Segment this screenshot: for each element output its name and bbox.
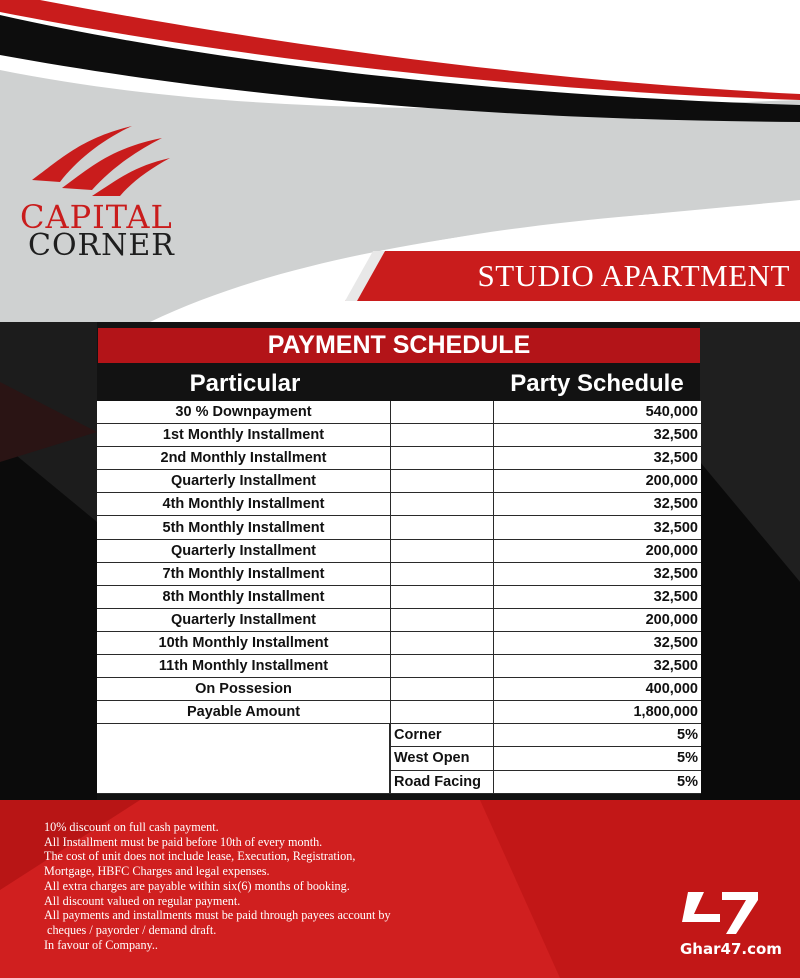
extra-label-cell: Road Facing (391, 771, 494, 793)
amount-cell: 32,500 (653, 450, 698, 467)
empty-cell (391, 516, 494, 538)
table-row (97, 632, 701, 655)
particular-cell: 5th Monthly Installment (97, 516, 391, 538)
terms-notes (44, 820, 464, 952)
payment-schedule-table (97, 401, 701, 794)
particular-cell: 7th Monthly Installment (97, 563, 391, 585)
empty-cell (391, 540, 494, 562)
ghar47-logo (680, 888, 790, 968)
particular-cell: Payable Amount (97, 701, 391, 723)
empty-cell (391, 701, 494, 723)
particular-cell: Quarterly Installment (97, 540, 391, 562)
particular-cell: 30 % Downpayment (97, 401, 391, 423)
brand-name-line2: CORNER (28, 228, 175, 263)
empty-cell (391, 563, 494, 585)
product-title: STUDIO APARTMENT (477, 258, 790, 293)
empty-cell (391, 678, 494, 700)
extra-label-cell: West Open (391, 747, 494, 769)
table-row (97, 678, 701, 701)
note-line: All Installment must be paid before 10th of every month. (44, 834, 323, 849)
amount-cell: 540,000 (645, 404, 698, 421)
note-line: In favour of Company.. (44, 937, 158, 952)
table-row (97, 609, 701, 632)
particular-cell: Quarterly Installment (97, 609, 391, 631)
table-row (97, 516, 701, 539)
particular-cell: 8th Monthly Installment (97, 586, 391, 608)
empty-cell (391, 470, 494, 492)
terms-footer (0, 800, 800, 978)
header-area (0, 0, 800, 322)
empty-cell (391, 632, 494, 654)
empty-cell (391, 493, 494, 515)
amount-cell: 32,500 (653, 588, 698, 605)
brand-name-line1: CAPITAL (20, 198, 173, 236)
column-header-party-schedule: Party Schedule (510, 370, 684, 397)
amount-cell: 32,500 (653, 658, 698, 675)
particular-cell: On Possesion (97, 678, 391, 700)
particular-cell: 1st Monthly Installment (97, 424, 391, 446)
empty-cell (391, 401, 494, 423)
extra-value-cell: 5% (677, 750, 698, 767)
site-name: Ghar47.com (680, 940, 782, 958)
amount-cell: 1,800,000 (633, 704, 698, 721)
extra-value-cell: 5% (677, 727, 698, 744)
table-row-total (97, 701, 701, 724)
table-row (97, 563, 701, 586)
particular-cell: 4th Monthly Installment (97, 493, 391, 515)
table-row (97, 401, 701, 424)
table-row (97, 540, 701, 563)
table-row (97, 493, 701, 516)
note-line: Mortgage, HBFC Charges and legal expenses. (44, 864, 270, 879)
note-line: All payments and installments must be paid through payees account by (44, 908, 391, 923)
empty-cell (391, 447, 494, 469)
empty-cell (391, 655, 494, 677)
note-line: The cost of unit does not include lease, Execution, Registration, (44, 849, 356, 864)
table-row (97, 470, 701, 493)
particular-cell: Quarterly Installment (97, 470, 391, 492)
empty-cell (391, 609, 494, 631)
amount-cell: 200,000 (645, 473, 698, 490)
empty-cell (391, 586, 494, 608)
amount-cell: 200,000 (645, 611, 698, 628)
particular-cell: 11th Monthly Installment (97, 655, 391, 677)
amount-cell: 200,000 (645, 542, 698, 559)
extra-label-cell: Corner (391, 724, 494, 746)
table-row (97, 586, 701, 609)
amount-cell: 400,000 (645, 681, 698, 698)
table-row (97, 447, 701, 470)
amount-cell: 32,500 (653, 427, 698, 444)
table-row (97, 424, 701, 447)
note-line: All extra charges are payable within six(6) months of booking. (44, 878, 350, 893)
note-line: 10% discount on full cash payment. (44, 820, 219, 834)
note-line: cheques / payorder / demand draft. (44, 922, 217, 937)
payment-schedule-title: PAYMENT SCHEDULE (98, 328, 700, 363)
capital-corner-logo (20, 118, 190, 268)
column-header-particular: Particular (189, 370, 301, 397)
empty-cell (391, 424, 494, 446)
particular-cell: 10th Monthly Installment (97, 632, 391, 654)
amount-cell: 32,500 (653, 634, 698, 651)
blank-merged-cell (97, 724, 391, 793)
amount-cell: 32,500 (653, 565, 698, 582)
extra-value-cell: 5% (677, 773, 698, 790)
brand-flame-icon (22, 118, 172, 198)
location-charges-block (97, 724, 701, 793)
particular-cell: 2nd Monthly Installment (97, 447, 391, 469)
amount-cell: 32,500 (653, 519, 698, 536)
note-line: All discount valued on regular payment. (44, 893, 241, 908)
ghar47-mark-icon (680, 888, 760, 936)
amount-cell: 32,500 (653, 496, 698, 513)
table-row (97, 655, 701, 678)
product-banner (345, 251, 800, 301)
